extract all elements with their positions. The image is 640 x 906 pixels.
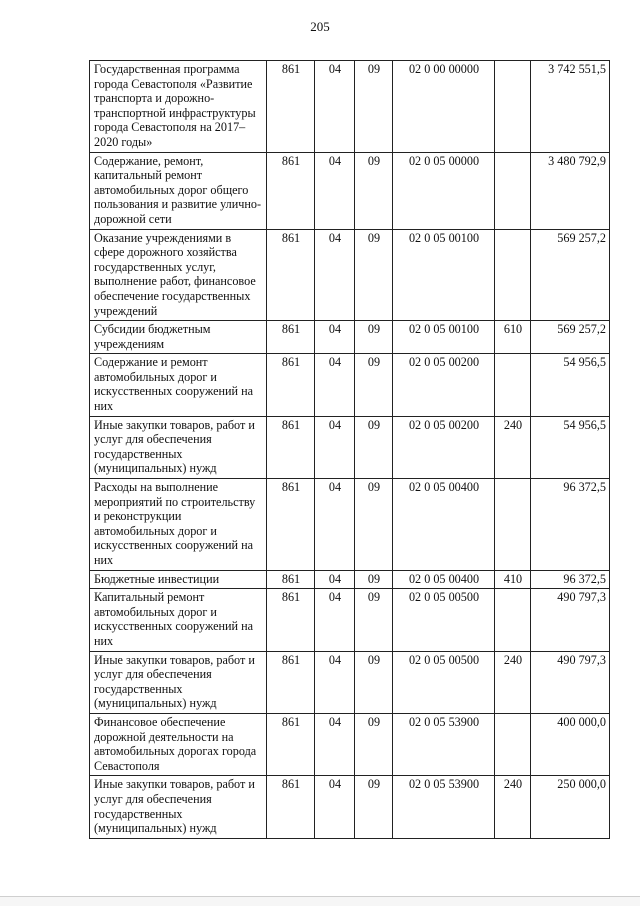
- row-expense-type-cell: [495, 354, 531, 416]
- row-ministry-cell: 861: [267, 321, 315, 354]
- table-row: [90, 321, 610, 354]
- row-section-cell: 04: [315, 651, 355, 713]
- row-name-cell: Капитальный ремонт автомобильных дорог и искусственных сооружений на них: [90, 589, 267, 651]
- row-subsection-cell: 09: [355, 570, 393, 589]
- table-row: [90, 229, 610, 321]
- row-ministry-cell: 861: [267, 354, 315, 416]
- row-target-cell: 02 0 05 00100: [393, 229, 495, 321]
- table-row: [90, 61, 610, 153]
- row-expense-type-cell: [495, 152, 531, 229]
- row-name-cell: Расходы на выполнение мероприятий по строительству и реконструкции автомобильных дорог и искусственных сооружений на них: [90, 479, 267, 571]
- row-name-cell: Иные закупки товаров, работ и услуг для обеспечения государственных (муниципальных) нужд: [90, 776, 267, 838]
- row-subsection-cell: 09: [355, 589, 393, 651]
- row-target-cell: 02 0 05 00500: [393, 589, 495, 651]
- row-ministry-cell: 861: [267, 589, 315, 651]
- row-section-cell: 04: [315, 776, 355, 838]
- row-name-cell: Иные закупки товаров, работ и услуг для обеспечения государственных (муниципальных) нужд: [90, 651, 267, 713]
- row-amount-cell: 96 372,5: [531, 570, 610, 589]
- row-section-cell: 04: [315, 321, 355, 354]
- row-target-cell: 02 0 05 00400: [393, 479, 495, 571]
- row-subsection-cell: 09: [355, 651, 393, 713]
- row-target-cell: 02 0 05 00000: [393, 152, 495, 229]
- budget-table-body: [90, 61, 610, 839]
- row-expense-type-cell: 240: [495, 776, 531, 838]
- row-expense-type-cell: 410: [495, 570, 531, 589]
- row-amount-cell: 400 000,0: [531, 713, 610, 775]
- row-name-cell: Бюджетные инвестиции: [90, 570, 267, 589]
- row-section-cell: 04: [315, 713, 355, 775]
- row-amount-cell: 490 797,3: [531, 651, 610, 713]
- table-row: [90, 713, 610, 775]
- row-name-cell: Иные закупки товаров, работ и услуг для обеспечения государственных (муниципальных) нужд: [90, 416, 267, 478]
- row-amount-cell: 490 797,3: [531, 589, 610, 651]
- row-subsection-cell: 09: [355, 713, 393, 775]
- row-expense-type-cell: [495, 713, 531, 775]
- row-subsection-cell: 09: [355, 354, 393, 416]
- row-name-cell: Субсидии бюджетным учреждениям: [90, 321, 267, 354]
- row-expense-type-cell: [495, 589, 531, 651]
- row-amount-cell: 569 257,2: [531, 229, 610, 321]
- row-expense-type-cell: [495, 479, 531, 571]
- table-row: [90, 776, 610, 838]
- row-ministry-cell: 861: [267, 570, 315, 589]
- row-ministry-cell: 861: [267, 651, 315, 713]
- row-expense-type-cell: [495, 61, 531, 153]
- row-expense-type-cell: [495, 229, 531, 321]
- row-amount-cell: 3 480 792,9: [531, 152, 610, 229]
- row-amount-cell: 3 742 551,5: [531, 61, 610, 153]
- row-target-cell: 02 0 05 00400: [393, 570, 495, 589]
- row-ministry-cell: 861: [267, 152, 315, 229]
- row-ministry-cell: 861: [267, 229, 315, 321]
- row-name-cell: Государственная программа города Севастополя «Развитие транспорта и дорожно-транспортной инфраструктуры города Севастополя на 2017–2020 годы»: [90, 61, 267, 153]
- row-target-cell: 02 0 05 00100: [393, 321, 495, 354]
- table-row: [90, 354, 610, 416]
- row-name-cell: Содержание, ремонт, капитальный ремонт автомобильных дорог общего пользования и развитие улично-дорожной сети: [90, 152, 267, 229]
- row-amount-cell: 54 956,5: [531, 416, 610, 478]
- row-name-cell: Финансовое обеспечение дорожной деятельности на автомобильных дорогах города Севастополя: [90, 713, 267, 775]
- row-subsection-cell: 09: [355, 229, 393, 321]
- row-name-cell: Содержание и ремонт автомобильных дорог и искусственных сооружений на них: [90, 354, 267, 416]
- table-row: [90, 570, 610, 589]
- row-section-cell: 04: [315, 570, 355, 589]
- row-section-cell: 04: [315, 61, 355, 153]
- budget-table: [89, 60, 610, 839]
- row-target-cell: 02 0 05 00200: [393, 416, 495, 478]
- row-amount-cell: 54 956,5: [531, 354, 610, 416]
- row-section-cell: 04: [315, 589, 355, 651]
- row-ministry-cell: 861: [267, 416, 315, 478]
- row-expense-type-cell: 240: [495, 416, 531, 478]
- row-ministry-cell: 861: [267, 713, 315, 775]
- row-target-cell: 02 0 05 00200: [393, 354, 495, 416]
- table-row: [90, 416, 610, 478]
- row-subsection-cell: 09: [355, 152, 393, 229]
- row-amount-cell: 569 257,2: [531, 321, 610, 354]
- row-target-cell: 02 0 05 53900: [393, 776, 495, 838]
- row-target-cell: 02 0 00 00000: [393, 61, 495, 153]
- row-ministry-cell: 861: [267, 776, 315, 838]
- row-section-cell: 04: [315, 354, 355, 416]
- row-target-cell: 02 0 05 00500: [393, 651, 495, 713]
- row-subsection-cell: 09: [355, 61, 393, 153]
- row-subsection-cell: 09: [355, 776, 393, 838]
- row-section-cell: 04: [315, 416, 355, 478]
- row-amount-cell: 96 372,5: [531, 479, 610, 571]
- row-target-cell: 02 0 05 53900: [393, 713, 495, 775]
- table-row: [90, 152, 610, 229]
- table-row: [90, 589, 610, 651]
- row-name-cell: Оказание учреждениями в сфере дорожного хозяйства государственных услуг, выполнение работ, финансовое обеспечение государственных учреждений: [90, 229, 267, 321]
- row-section-cell: 04: [315, 479, 355, 571]
- row-expense-type-cell: 610: [495, 321, 531, 354]
- table-row: [90, 651, 610, 713]
- row-amount-cell: 250 000,0: [531, 776, 610, 838]
- row-expense-type-cell: 240: [495, 651, 531, 713]
- row-section-cell: 04: [315, 229, 355, 321]
- row-subsection-cell: 09: [355, 416, 393, 478]
- row-subsection-cell: 09: [355, 479, 393, 571]
- page-number: 205: [310, 19, 330, 34]
- row-section-cell: 04: [315, 152, 355, 229]
- row-ministry-cell: 861: [267, 479, 315, 571]
- row-subsection-cell: 09: [355, 321, 393, 354]
- row-ministry-cell: 861: [267, 61, 315, 153]
- table-row: [90, 479, 610, 571]
